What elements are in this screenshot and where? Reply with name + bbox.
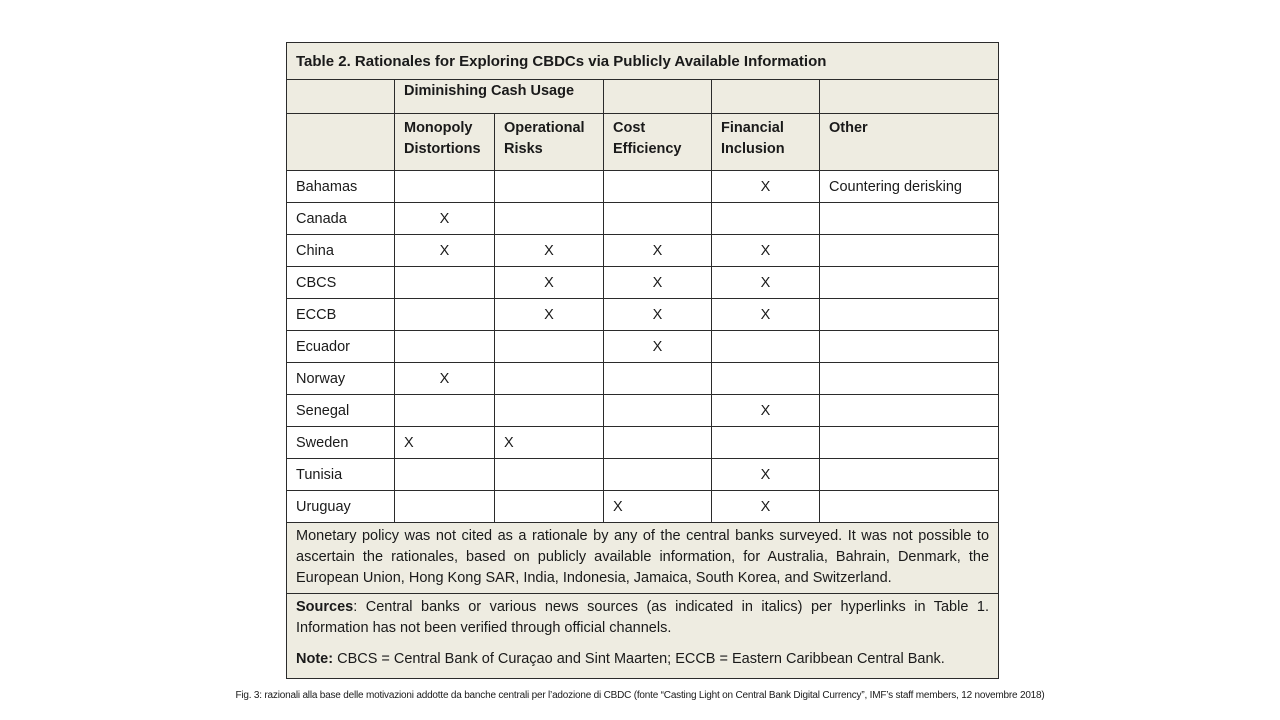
operational-cell (495, 459, 604, 491)
operational-cell: X (495, 267, 604, 299)
cost-cell: X (604, 235, 712, 267)
financial-cell: X (712, 299, 820, 331)
monopoly-cell (395, 267, 495, 299)
sources-text: : Central banks or various news sources (as indicated in italics) per hyperlinks in Table 1. Information has not been verified through official channels. (296, 599, 990, 636)
cost-cell: X (604, 267, 712, 299)
country-cell: China (287, 235, 395, 267)
other-cell (820, 491, 999, 523)
table-footnote: Monetary policy was not cited as a rationale by any of the central banks surveyed. It was not possible to ascertain the rationales, based on publicly available information, for Australia, Bahrain, Denmark, the European Union, Hong Kong SAR, India, Indonesia, Jamaica, South Korea, and Switzerland. (287, 523, 999, 594)
cost-cell: X (604, 491, 712, 523)
cost-cell: X (604, 299, 712, 331)
column-header-financial: Financial Inclusion (712, 114, 820, 171)
financial-cell: X (712, 235, 820, 267)
other-cell: Countering derisking (820, 171, 999, 203)
table-row (287, 331, 999, 363)
table-row (287, 235, 999, 267)
cost-cell: X (604, 331, 712, 363)
empty-header-cell (604, 80, 712, 114)
table-row (287, 491, 999, 523)
operational-cell: X (495, 235, 604, 267)
financial-cell: X (712, 491, 820, 523)
table-row (287, 459, 999, 491)
country-cell: ECCB (287, 299, 395, 331)
country-cell: CBCS (287, 267, 395, 299)
other-cell (820, 203, 999, 235)
table-row (287, 299, 999, 331)
column-header-operational: Operational Risks (495, 114, 604, 171)
other-cell (820, 427, 999, 459)
rationales-table (286, 42, 999, 679)
other-cell (820, 299, 999, 331)
other-cell (820, 363, 999, 395)
financial-cell: X (712, 395, 820, 427)
operational-cell (495, 331, 604, 363)
country-header-cell (287, 114, 395, 171)
country-cell: Tunisia (287, 459, 395, 491)
cost-cell (604, 203, 712, 235)
cost-cell (604, 427, 712, 459)
financial-cell: X (712, 267, 820, 299)
cost-cell (604, 363, 712, 395)
operational-cell (495, 203, 604, 235)
note-text: CBCS = Central Bank of Curaçao and Sint Maarten; ECCB = Eastern Caribbean Central Bank. (333, 651, 945, 667)
financial-cell (712, 331, 820, 363)
monopoly-cell (395, 491, 495, 523)
column-header-other: Other (820, 114, 999, 171)
empty-header-cell (820, 80, 999, 114)
country-cell: Bahamas (287, 171, 395, 203)
table-row (287, 427, 999, 459)
table-title: Table 2. Rationales for Exploring CBDCs via Publicly Available Information (287, 43, 999, 80)
operational-cell (495, 171, 604, 203)
country-cell: Uruguay (287, 491, 395, 523)
financial-cell (712, 363, 820, 395)
monopoly-cell: X (395, 363, 495, 395)
note-line (296, 649, 989, 670)
monopoly-cell (395, 395, 495, 427)
monopoly-cell: X (395, 203, 495, 235)
monopoly-cell (395, 331, 495, 363)
operational-cell: X (495, 427, 604, 459)
country-cell: Canada (287, 203, 395, 235)
sources-line (296, 597, 989, 639)
operational-cell (495, 491, 604, 523)
table-sources-notes (287, 594, 999, 679)
table-row (287, 395, 999, 427)
monopoly-cell (395, 171, 495, 203)
financial-cell: X (712, 459, 820, 491)
empty-header-cell (712, 80, 820, 114)
figure-caption: Fig. 3: razionali alla base delle motivazioni addotte da banche centrali per l’adozione di CBDC (fonte “Casting Light on Central Bank Digital Currency”, IMF’s staff members, 12 novembre 2018) (235, 690, 1045, 701)
monopoly-cell: X (395, 427, 495, 459)
empty-header-cell (287, 80, 395, 114)
operational-cell: X (495, 299, 604, 331)
monopoly-cell (395, 299, 495, 331)
sources-label: Sources (296, 599, 354, 615)
financial-cell: X (712, 171, 820, 203)
other-cell (820, 395, 999, 427)
cost-cell (604, 459, 712, 491)
country-cell: Senegal (287, 395, 395, 427)
financial-cell (712, 203, 820, 235)
other-cell (820, 459, 999, 491)
country-cell: Norway (287, 363, 395, 395)
cost-cell (604, 395, 712, 427)
table-row (287, 171, 999, 203)
other-cell (820, 331, 999, 363)
monopoly-cell: X (395, 235, 495, 267)
operational-cell (495, 363, 604, 395)
table-row (287, 267, 999, 299)
financial-cell (712, 427, 820, 459)
other-cell (820, 267, 999, 299)
column-header-cost: Cost Efficiency (604, 114, 712, 171)
country-cell: Sweden (287, 427, 395, 459)
column-header-monopoly: Monopoly Distortions (395, 114, 495, 171)
country-cell: Ecuador (287, 331, 395, 363)
note-label: Note: (296, 651, 334, 667)
operational-cell (495, 395, 604, 427)
table-row (287, 203, 999, 235)
cost-cell (604, 171, 712, 203)
monopoly-cell (395, 459, 495, 491)
table-row (287, 363, 999, 395)
other-cell (820, 235, 999, 267)
group-header-diminishing-cash: Diminishing Cash Usage (395, 80, 604, 114)
